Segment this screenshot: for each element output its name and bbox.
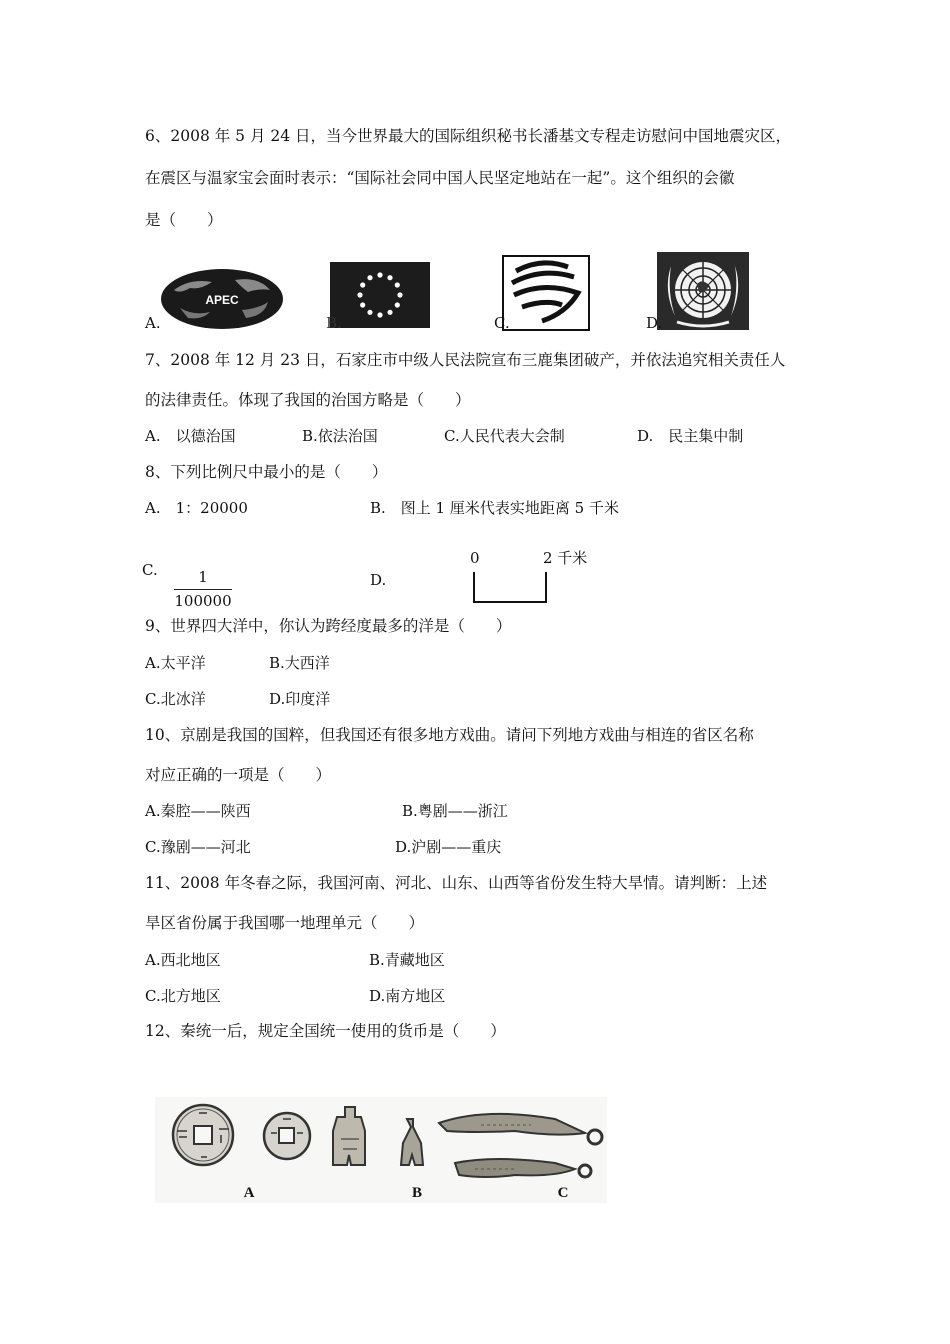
coin-label-c: C <box>557 1185 569 1201</box>
q6-line3: 是（ ） <box>145 211 223 229</box>
q7-line1: 7、2008 年 12 月 23 日，石家庄市中级人民法院宣布三鹿集团破产，并依法追究相关责任人 <box>145 351 786 369</box>
coin-label-a: A <box>243 1185 255 1201</box>
q12-line1: 12、秦统一后，规定全国统一使用的货币是（ ） <box>145 1022 506 1040</box>
fraction-denominator: 100000 <box>174 592 232 610</box>
ancient-coins-image <box>155 1097 607 1203</box>
q9-option-c: C.北冰洋 <box>145 690 206 708</box>
q6-option-b: B. <box>326 314 342 332</box>
un-emblem-icon <box>657 252 749 330</box>
q11-option-c: C.北方地区 <box>145 987 221 1005</box>
q10-option-c: C.豫剧——河北 <box>145 838 251 856</box>
scale-end-label: 2 千米 <box>543 549 588 567</box>
q7-line2: 的法律责任。体现了我国的治国方略是（ ） <box>145 391 471 409</box>
q8-option-c: C. <box>142 561 158 579</box>
apec-logo-icon <box>160 268 284 330</box>
q8-option-d: D. <box>370 571 387 589</box>
fraction-bar <box>174 589 232 590</box>
q9-option-b: B.大西洋 <box>269 654 330 672</box>
q10-line1: 10、京剧是我国的国粹，但我国还有很多地方戏曲。请问下列地方戏曲与相连的省区名称 <box>145 726 754 744</box>
scale-zero-label: 0 <box>470 549 480 567</box>
q11-option-d: D.南方地区 <box>369 987 446 1005</box>
q7-option-c: C.人民代表大会制 <box>444 427 565 445</box>
q8-option-b: B. 图上 1 厘米代表实地距离 5 千米 <box>370 499 619 517</box>
coin-label-b: B <box>411 1185 423 1201</box>
q11-option-a: A.西北地区 <box>145 951 221 969</box>
q9-option-a: A.太平洋 <box>145 654 206 672</box>
q10-option-d: D.沪剧——重庆 <box>395 838 502 856</box>
q7-option-a: A. 以德治国 <box>145 427 236 445</box>
q11-line2: 旱区省份属于我国哪一地理单元（ ） <box>145 914 425 932</box>
q6-option-d: D. <box>646 314 663 332</box>
q6-option-a: A. <box>145 314 161 332</box>
q8-option-a: A. 1：20000 <box>145 499 248 517</box>
scale-bar-icon <box>472 570 550 606</box>
q8-fraction <box>174 568 232 610</box>
q6-line2: 在震区与温家宝会面时表示：“国际社会同中国人民坚定地站在一起”。这个组织的会徽 <box>145 169 735 187</box>
q6-option-c: C. <box>494 314 510 332</box>
round-coin-icon <box>173 1105 233 1165</box>
fraction-numerator: 1 <box>198 568 208 586</box>
wto-logo-icon <box>502 255 590 331</box>
q10-line2: 对应正确的一项是（ ） <box>145 766 332 784</box>
q11-line1: 11、2008 年冬春之际，我国河南、河北、山东、山西等省份发生特大旱情。请判断：上述 <box>145 874 768 892</box>
q10-option-a: A.秦腔——陕西 <box>145 802 251 820</box>
q7-option-d: D. 民主集中制 <box>637 427 744 445</box>
q9-line1: 9、世界四大洋中，你认为跨经度最多的洋是（ ） <box>145 617 512 635</box>
eu-flag-icon <box>330 262 430 328</box>
small-round-coin-icon <box>264 1113 310 1159</box>
q6-line1: 6、2008 年 5 月 24 日，当今世界最大的国际组织秘书长潘基文专程走访慰问中国地震灾区， <box>145 127 792 145</box>
q9-option-d: D.印度洋 <box>269 690 331 708</box>
q11-option-b: B.青藏地区 <box>369 951 445 969</box>
apec-logo-text: APEC <box>205 293 239 307</box>
q8-line1: 8、下列比例尺中最小的是（ ） <box>145 463 388 481</box>
q10-option-b: B.粤剧——浙江 <box>402 802 508 820</box>
q7-option-b: B.依法治国 <box>302 427 378 445</box>
